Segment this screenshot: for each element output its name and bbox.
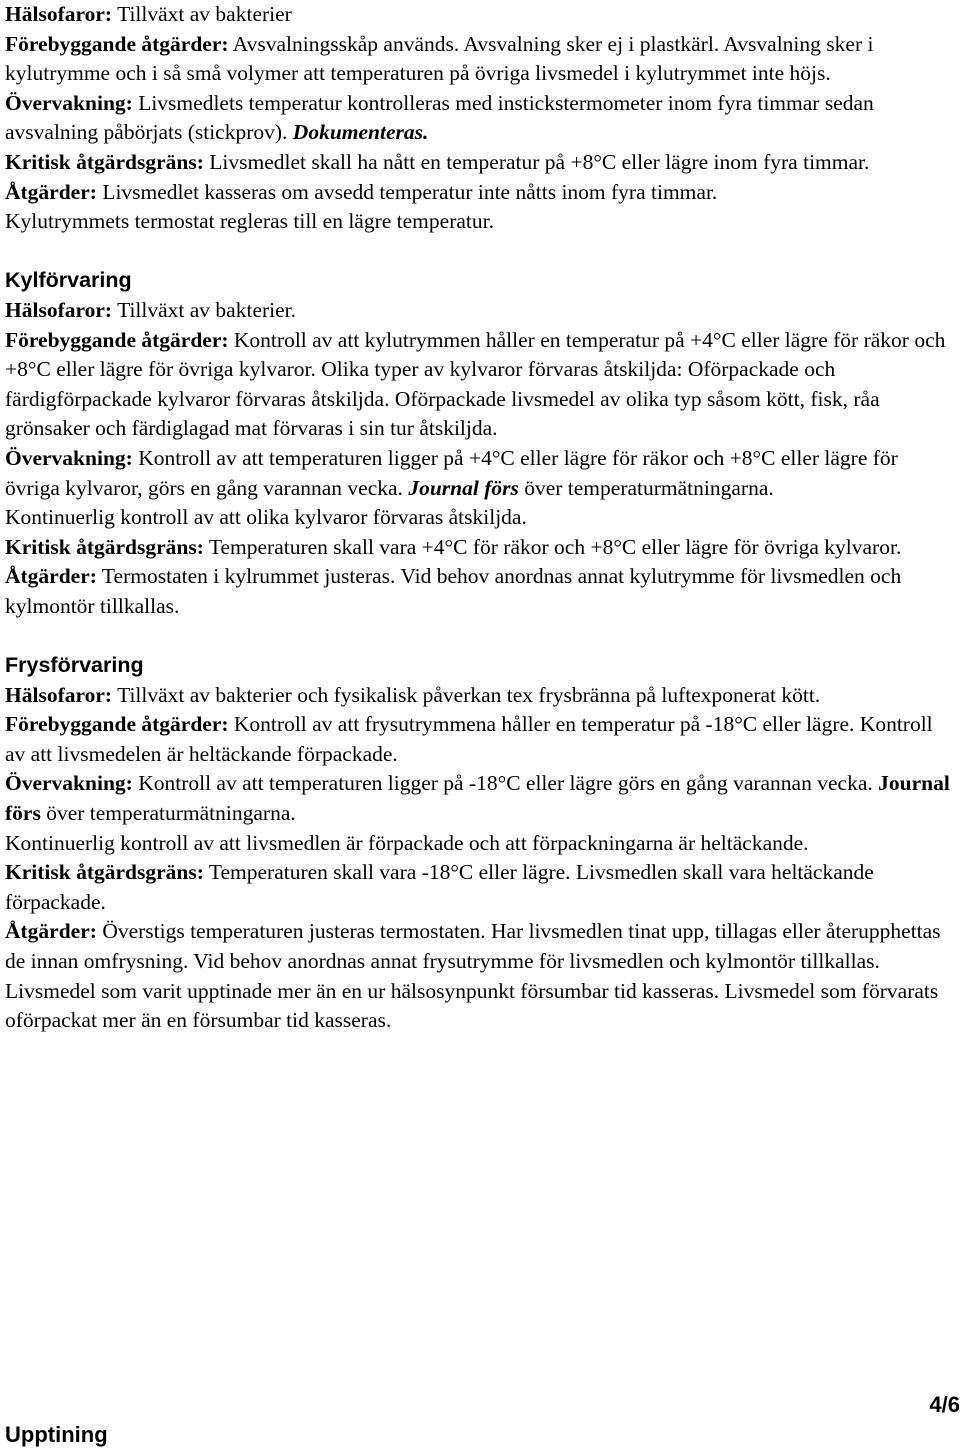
label: Hälsofaror:	[5, 682, 113, 707]
kyl-overvakning: Övervakning: Kontroll av att temperaturen ligger på +4°C eller lägre för räkor och +8°C eller lägre för övriga kylvaror, görs en gång varannan vecka. Journal förs över temperaturmätningarna.	[5, 445, 898, 500]
intro-atgarder: Åtgärder: Livsmedlet kasseras om avsedd temperatur inte nåtts inom fyra timmar.	[5, 179, 718, 204]
label: Hälsofaror:	[5, 2, 113, 26]
intro-overvakning: Övervakning: Livsmedlets temperatur kontrolleras med instickstermometer inom fyra timmar sedan avsvalning påbörjats (stickprov). Dokumenteras.	[5, 90, 874, 145]
emphasis: Journal förs	[5, 771, 950, 826]
label: Övervakning:	[5, 771, 133, 796]
label: Kritisk åtgärdsgräns:	[5, 534, 204, 559]
section-heading-frysforvaring: Frysförvaring	[5, 653, 144, 678]
intro-halsofaror: Hälsofaror: Tillväxt av bakterier	[5, 2, 292, 26]
label: Förebyggande åtgärder:	[5, 327, 229, 352]
frys-atgarder: Åtgärder: Överstigs temperaturen justeras termostaten. Har livsmedlen tinat upp, tillagas eller återupphettas de innan omfrysning. Vid behov anordnas annat frysutrymme för livsmedlen och kylmontör tillkallas. Livsmedel som varit upptinade mer än en ur hälsosynpunkt försumbar tid kasseras. Livsmedel som förvarats oförpackat mer än en försumbar tid kasseras.	[5, 919, 941, 1033]
label: Förebyggande åtgärder:	[5, 712, 229, 737]
label: Åtgärder:	[5, 179, 97, 204]
kyl-atgarder: Åtgärder: Termostaten i kylrummet justeras. Vid behov anordnas annat kylutrymme för livsmedlen och kylmontör tillkallas.	[5, 564, 902, 618]
kyl-forebyggande: Förebyggande åtgärder: Kontroll av att kylutrymmen håller en temperatur på +4°C eller lägre för räkor och +8°C eller lägre för övriga kylvaror. Olika typer av kylvaror förvaras åtskiljda: Oförpackade och färdigförpackade kylvaror förvaras åtskiljda. Oförpackade livsmedel av olika typ såsom kött, fisk, råa grönsaker och färdiglagad mat förvaras i sin tur åtskiljda.	[5, 327, 946, 441]
label: Övervakning:	[5, 90, 133, 115]
frys-kontinuerlig: Kontinuerlig kontroll av att livsmedlen är förpackade och att förpackningarna är heltäckande.	[5, 830, 809, 855]
intro-termostat: Kylutrymmets termostat regleras till en lägre temperatur.	[5, 209, 494, 234]
label: Åtgärder:	[5, 564, 97, 589]
frys-forebyggande: Förebyggande åtgärder: Kontroll av att frysutrymmena håller en temperatur på -18°C eller lägre. Kontroll av att livsmedelen är heltäckande förpackade.	[5, 712, 933, 766]
page-number: 4/6	[929, 1392, 960, 1417]
next-section-heading-upptining: Upptining	[5, 1422, 108, 1447]
kyl-halsofaror: Hälsofaror: Tillväxt av bakterier.	[5, 297, 297, 322]
spacer	[5, 237, 955, 267]
frys-kritisk: Kritisk åtgärdsgräns: Temperaturen skall vara -18°C eller lägre. Livsmedlen skall vara heltäckande förpackade.	[5, 860, 874, 914]
kyl-kontinuerlig: Kontinuerlig kontroll av att olika kylvaror förvaras åtskiljda.	[5, 505, 527, 530]
frys-halsofaror: Hälsofaror: Tillväxt av bakterier och fysikalisk påverkan tex frysbränna på luftexponerat kött.	[5, 682, 821, 707]
label: Övervakning:	[5, 445, 133, 470]
label: Hälsofaror:	[5, 297, 113, 322]
document-body	[5, 0, 955, 1036]
spacer	[5, 621, 955, 651]
label: Förebyggande åtgärder:	[5, 31, 229, 56]
intro-forebyggande: Förebyggande åtgärder: Avsvalningsskåp används. Avsvalning sker ej i plastkärl. Avsvalning sker i kylutrymme och i så små volymer att temperaturen på övriga livsmedel i kylutrymmet inte höjs.	[5, 31, 874, 86]
emphasis: Journal förs	[408, 475, 519, 500]
kyl-kritisk: Kritisk åtgärdsgräns: Temperaturen skall vara +4°C för räkor och +8°C eller lägre för övriga kylvaror.	[5, 534, 902, 559]
label: Kritisk åtgärdsgräns:	[5, 149, 204, 174]
emphasis: Dokumenteras.	[292, 120, 429, 145]
intro-kritisk: Kritisk åtgärdsgräns: Livsmedlet skall ha nått en temperatur på +8°C eller lägre inom fyra timmar.	[5, 149, 870, 174]
label: Kritisk åtgärdsgräns:	[5, 860, 204, 885]
label: Åtgärder:	[5, 919, 97, 944]
section-heading-kylforvaring: Kylförvaring	[5, 268, 132, 293]
frys-overvakning: Övervakning: Kontroll av att temperaturen ligger på -18°C eller lägre görs en gång varannan vecka. Journal förs över temperaturmätningarna.	[5, 771, 950, 826]
